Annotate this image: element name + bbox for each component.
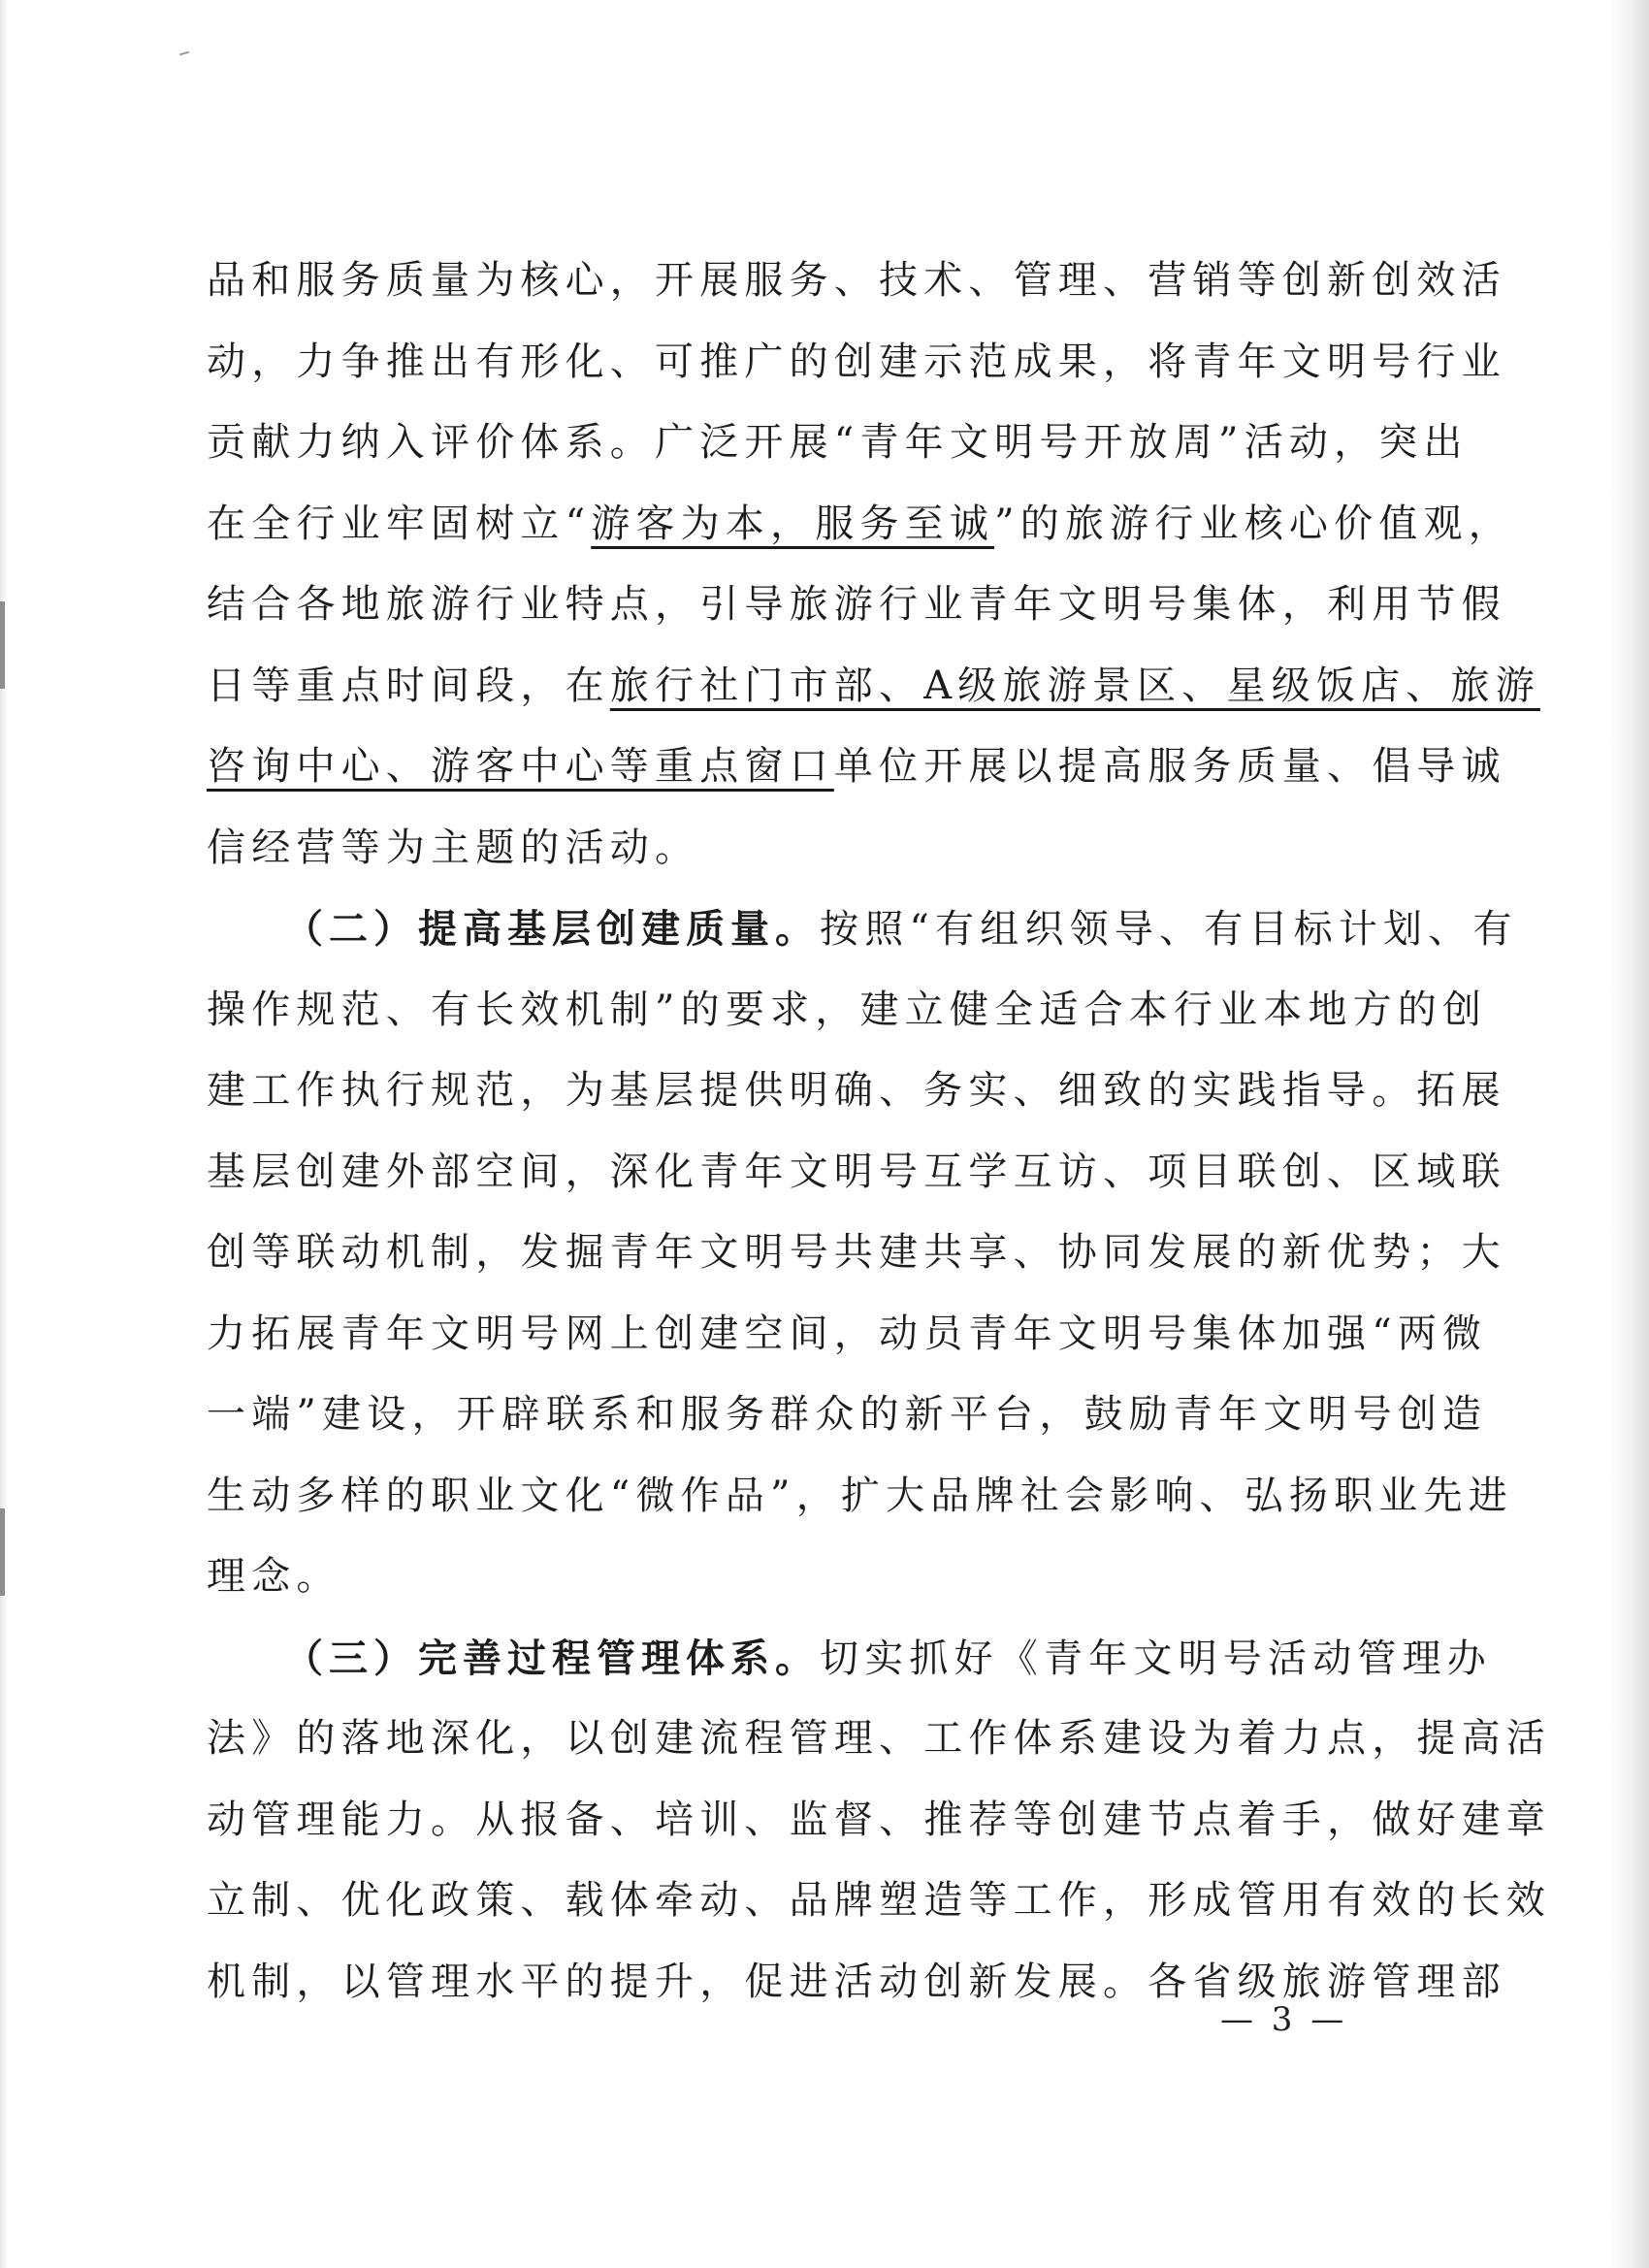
text-line: 创等联动机制，发掘青年文明号共建共享、协同发展的新优势；大 [207, 1230, 1506, 1275]
text-line: 基层创建外部空间，深化青年文明号互学互访、项目联创、区域联 [207, 1149, 1506, 1194]
text-segment: ”的旅游行业核心价值观， [994, 501, 1513, 546]
text-line: 贡献力纳入评价体系。广泛开展“青年文明号开放周”活动，突出 [207, 420, 1469, 465]
section-heading: （三）完善过程管理体系。 [284, 1635, 820, 1681]
text-line [207, 727, 1506, 808]
page-number: — 3 — [1220, 2000, 1348, 2039]
text-line: 品和服务质量为核心，开展服务、技术、管理、营销等创新创效活 [207, 258, 1506, 303]
scan-edge-left [0, 0, 8, 2268]
text-line [207, 889, 1518, 970]
text-line: 结合各地旅游行业特点，引导旅游行业青年文明号集体，利用节假 [207, 582, 1506, 627]
text-segment: 按照“有组织领导、有目标计划、有 [820, 907, 1518, 952]
text-line [207, 646, 1540, 728]
text-line: 建工作执行规范，为基层提供明确、务实、细致的实践指导。拓展 [207, 1068, 1506, 1113]
text-line: 理念。 [207, 1554, 341, 1599]
section-heading: （二）提高基层创建质量。 [284, 906, 820, 952]
text-line: 机制，以管理水平的提升，促进活动创新发展。各省级旅游管理部 [207, 1959, 1506, 2004]
scan-mark [0, 601, 5, 689]
text-line: 立制、优化政策、载体牵动、品牌塑造等工作，形成管用有效的长效 [207, 1878, 1551, 1923]
text-line: 动管理能力。从报备、培训、监督、推荐等创建节点着手，做好建章 [207, 1797, 1551, 1842]
text-line [207, 484, 1513, 566]
text-line: 力拓展青年文明号网上创建空间，动员青年文明号集体加强“两微 [207, 1311, 1488, 1356]
text-segment: 切实抓好《青年文明号活动管理办 [820, 1636, 1492, 1681]
scan-edge-right [1610, 0, 1649, 2268]
scan-speck [179, 51, 189, 56]
text-line: 操作规范、有长效机制”的要求，建立健全适合本行业本地方的创 [207, 987, 1488, 1032]
underlined-phrase: 游客为本，服务至诚 [591, 501, 995, 546]
document-body [207, 241, 1551, 2023]
underlined-phrase: 旅行社门市部、A级旅游景区、星级饭店、旅游 [609, 663, 1540, 708]
text-segment: 日等重点时间段，在 [207, 663, 610, 708]
text-line: 动，力争推出有形化、可推广的创建示范成果，将青年文明号行业 [207, 339, 1506, 384]
scan-mark [0, 1508, 5, 1596]
text-line: 法》的落地深化，以创建流程管理、工作体系建设为着力点，提高活 [207, 1716, 1551, 1761]
text-line: 一端”建设，开辟联系和服务群众的新平台，鼓励青年文明号创造 [207, 1392, 1488, 1437]
underlined-phrase: 咨询中心、游客中心等重点窗口 [207, 744, 834, 789]
text-segment: 单位开展以提高服务质量、倡导诚 [833, 744, 1506, 789]
text-line: 信经营等为主题的活动。 [207, 825, 700, 870]
text-line [207, 1618, 1492, 1700]
text-segment: 在全行业牢固树立“ [207, 501, 592, 546]
text-line: 生动多样的职业文化“微作品”，扩大品牌社会影响、弘扬职业先进 [207, 1473, 1513, 1518]
